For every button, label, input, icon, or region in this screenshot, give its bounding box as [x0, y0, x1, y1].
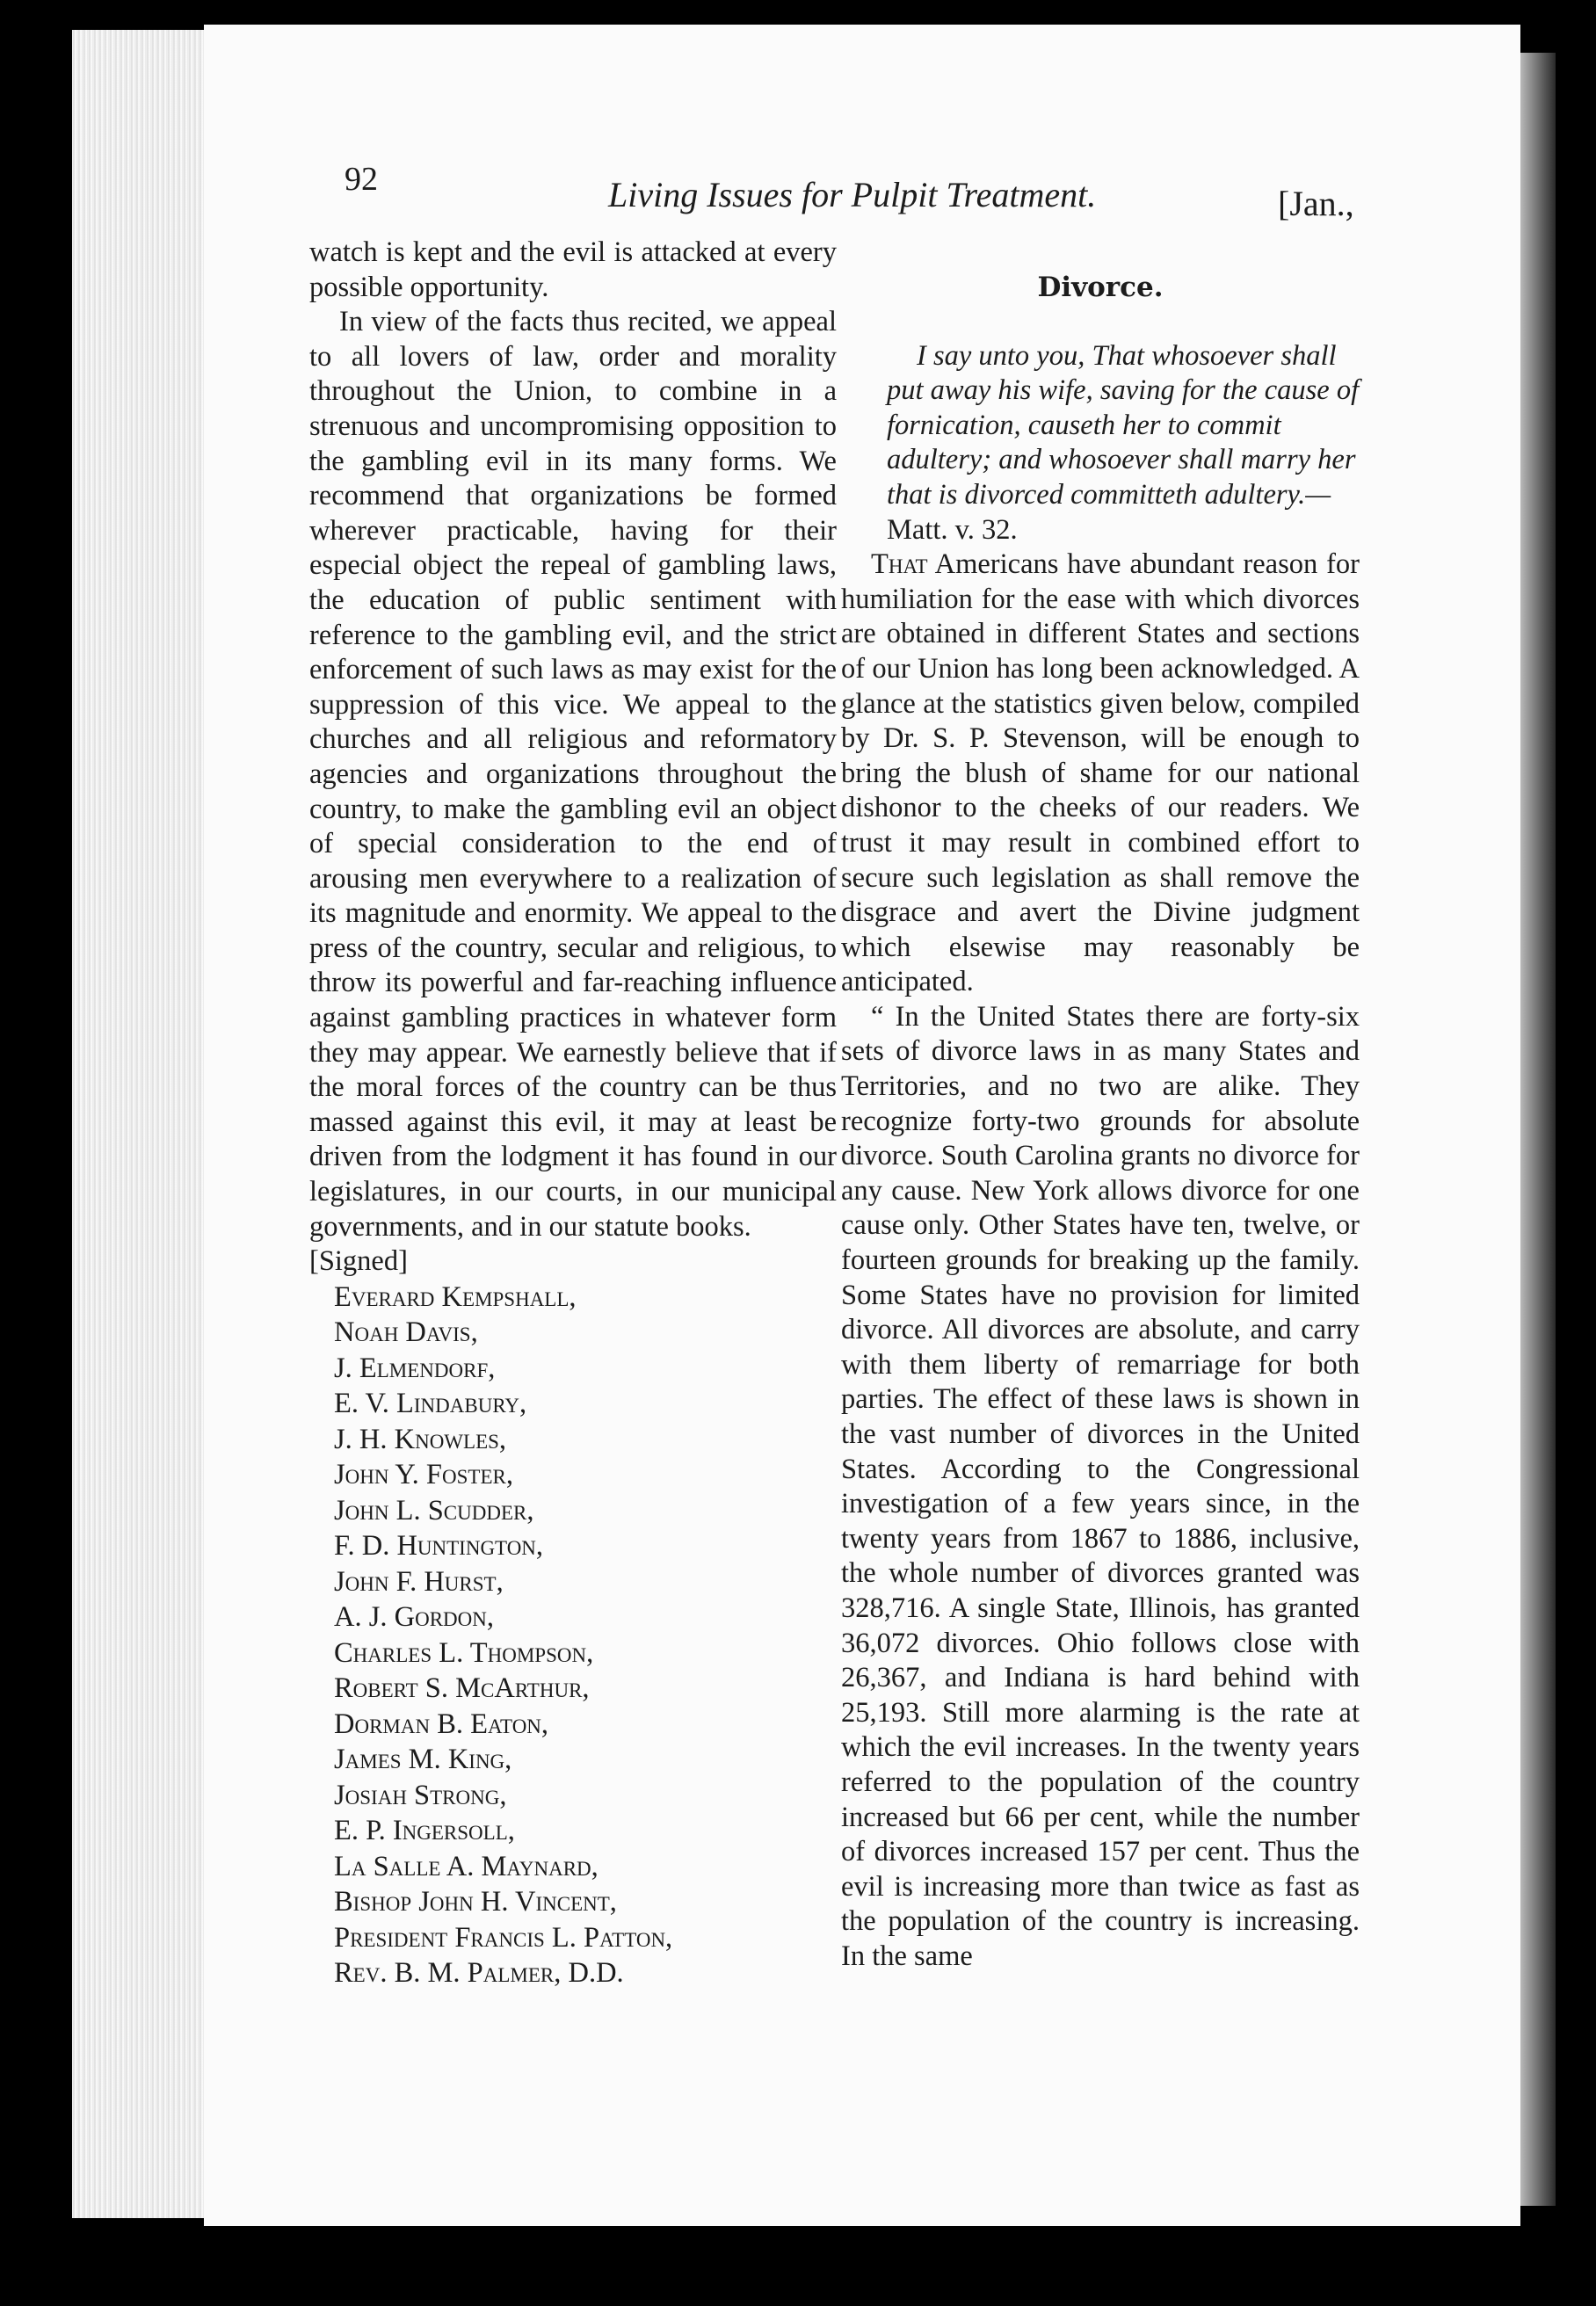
- signatory-name: Noah Davis,: [334, 1316, 478, 1349]
- left-column: [309, 236, 837, 1991]
- epigraph: [841, 339, 1360, 548]
- signatory-name: Robert S. McArthur,: [334, 1672, 590, 1705]
- paragraph-text: Americans have abundant reason for humiliation for the ease with which divorces are obtained in different States and sections of our Union has long been acknowledged. A glance at the statistics given below, compiled by Dr. S. P. Stevenson, will be enough to bring the blush of shame for our national dishonor to the cheeks of our readers. We trust it may result in combined effort to secure such legislation as shall remove the disgrace and avert the Divine judgment which elsewise may reasonably be anticipated.: [841, 548, 1360, 998]
- signatory-name: J. H. Knowles,: [334, 1423, 507, 1455]
- signed-label: [Signed]: [309, 1245, 408, 1278]
- signatory-name: Everard Kempshall,: [334, 1280, 577, 1313]
- gutter-shadow: [1520, 53, 1556, 2206]
- paragraph: “ In the United States there are forty-six sets of divorce laws in as many States and Territories, and no two are alike. They recognize forty-two grounds for absolute divorce. South Carolina grants no divorce for any cause. New York allows divorce for one cause only. Other States have ten, twelve, or fourteen grounds for breaking up the family. Some States have no provision for limited divorce. All divorces are absolute, and carry with them liberty of remarriage for both parties. The effect of these laws is shown in the vast number of divorces in the United States. According to the Congressional investigation of a few years since, in the twenty years from 1867 to 1886, inclusive, the whole number of divorces granted was 328,716. A single State, Illinois, has granted 36,072 divorces. Ohio follows close with 26,367, and Indiana is hard behind with 25,193. Still more alarming is the rate at which the evil increases. In the twenty years referred to the population of the country increased but 66 per cent, while the number of divorces increased 157 per cent. Thus the evil is increasing more than twice as fast as the population of the country is increasing. In the same: [841, 1000, 1360, 1972]
- paragraph: watch is kept and the evil is attacked at every possible opportunity.: [309, 236, 837, 303]
- signatory-name: Josiah Strong,: [334, 1779, 507, 1811]
- epigraph-reference: Matt. v. 32.: [887, 513, 1018, 546]
- paragraph-lead: That: [871, 548, 928, 581]
- signatory-name: John F. Hurst,: [334, 1565, 504, 1598]
- signatory-list: [309, 1280, 837, 1991]
- signatory-name: F. D. Huntington,: [334, 1530, 544, 1563]
- running-head: [204, 156, 1520, 227]
- section-heading: Divorce.: [1037, 272, 1164, 303]
- issue-month: [Jan.,: [1278, 184, 1354, 223]
- signatory-name: Bishop John H. Vincent,: [334, 1886, 617, 1918]
- epigraph-text: I say unto you, That whosoever shall put away his wife, saving for the cause of fornication, causeth her to commit adultery; and whosoever shall marry her that is divorced committeth adultery.—: [887, 339, 1360, 511]
- signatory-name: E. P. Ingersoll,: [334, 1815, 515, 1847]
- signatory-name: Charles L. Thompson,: [334, 1636, 594, 1669]
- signatory-name: E. V. Lindabury,: [334, 1388, 527, 1420]
- book-page: [204, 25, 1520, 2226]
- signatory-name: J. Elmendorf,: [334, 1352, 496, 1384]
- running-title: Living Issues for Pulpit Treatment.: [608, 175, 1097, 214]
- signatory-name: John L. Scudder,: [334, 1494, 534, 1526]
- signatory-name: A. J. Gordon,: [334, 1601, 494, 1634]
- paragraph: [841, 547, 1360, 1000]
- signatory-name: La Salle A. Maynard,: [334, 1850, 598, 1882]
- signatory-name: Rev. B. M. Palmer, D.D.: [334, 1957, 624, 1990]
- book-page-edges: [72, 30, 204, 2218]
- signatory-name: John Y. Foster,: [334, 1459, 513, 1491]
- signatory-name: President Francis L. Patton,: [334, 1921, 673, 1954]
- right-column: [841, 271, 1360, 1975]
- signatory-name: James M. King,: [334, 1744, 512, 1776]
- paragraph: In view of the facts thus recited, we appeal to all lovers of law, order and morality throughout the Union, to combine in a strenuous and uncompromising opposition to the gambling evil in its many forms. We recommend that organizations be formed wherever practicable, having for their especial object the repeal of gambling laws, the education of public sentiment with reference to the gambling evil, and the strict enforcement of such laws as may exist for the suppression of this vice. We appeal to the churches and all religious and reformatory agencies and organizations throughout the country, to make the gambling evil an object of special consideration to the end of arousing men everywhere to a realization of its magnitude and enormity. We appeal to the press of the country, secular and religious, to throw its powerful and far-reaching influence against gambling practices in whatever form they may appear. We earnestly believe that if the moral forces of the country can be thus massed against this evil, it may at least be driven from the lodgment it has found in our legislatures, in our courts, in our municipal governments, and in our statute books.: [309, 306, 837, 1243]
- signatory-name: Dorman B. Eaton,: [334, 1708, 549, 1740]
- page-number: 92: [345, 161, 378, 198]
